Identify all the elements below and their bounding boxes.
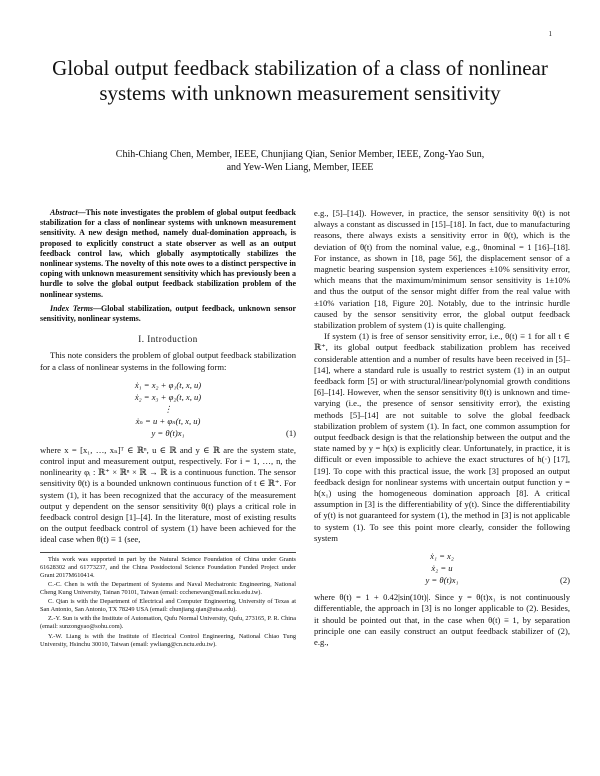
- index-terms: [40, 304, 296, 324]
- footnote: This work was supported in part by the Natural Science Foundation of China under Grants 61628302 and 61773237, and the China Postdoctoral Science Foundation Funded Project under Grant 2017M610414.: [40, 555, 296, 579]
- author-list: [90, 148, 510, 174]
- equation-2: [314, 550, 570, 586]
- left-column: [40, 208, 296, 650]
- eq2-line: y = θ(t)x₁: [425, 575, 459, 586]
- equation-number: (2): [559, 575, 570, 586]
- abstract: [40, 208, 296, 300]
- section-heading: I. Introduction: [138, 334, 198, 345]
- footnote: Z.-Y. Sun is with the Institute of Automation, Qufu Normal University, Qufu, 273165, P. R. China (email: sunzongyao@sohu.com).: [40, 615, 296, 631]
- eq1-line: ẋ₂ = x₃ + φ₂(t, x, u): [134, 391, 202, 402]
- body-paragraph-1: e.g., [5]–[14]). However, in practice, the sensor sensitivity θ(t) is not always a constant as discussed in [15]–[18]. In fact, due to manufacturing reasons, there always exists a sensitivity error in θ(t), which is the deviation of θ(t) from the nominal value, e.g., θnominal = 1 [16]–[18]. For instance, as shown in [18, page 56], the displacement sensor of a magnetic bearing suspension system experiences ±10% sensitivity error, which means that the maximum/minimum sensor sensitivity is 1±10% and thus the output of the sensor might differ from the real value with ±10% variation [18, Figure 20]. Notably, due to the intrinsic hurdle caused by the sensor sensitivity error, the global output feedback stabilization problem of system (1) is quite challenging.: [314, 208, 570, 331]
- equation-1: [40, 379, 296, 439]
- equation-number: (1): [285, 427, 296, 438]
- body-paragraph-3: where θ(t) = 1 + 0.42|sin(10t)|. Since y = θ(t)x₁ is not continuously differentiable, the approach in [3] is no longer applicable to (2). Besides, it should be pointed out that, in the case when θ(t) ≡ 1, by separation principle one can easily construct an output feedback stabilizer of (2), e.g.,: [314, 592, 570, 647]
- eq2-line: ẋ₁ = x₂: [430, 551, 454, 562]
- authors-line-2: and Yew-Wen Liang, Member, IEEE: [226, 162, 374, 173]
- footnote: C.-C. Chen is with the Department of Systems and Naval Mechatronic Engineering, National Cheng Kung University, Tainan 70101, Taiwan (email: ccchenevan@mail.ncku.edu.tw).: [40, 580, 296, 597]
- paper-title: Global output feedback stabilization of a class of nonlinear systems with unknown measurement sensitivity: [52, 56, 548, 105]
- intro-paragraph-1: This note considers the problem of global output feedback stabilization for a class of nonlinear systems in the following form:: [40, 350, 296, 372]
- eq1-line: ẋₙ = u + φₙ(t, x, u): [135, 415, 201, 426]
- index-terms-text: —Global stabilization, output feedback, unknown sensor sensitivity, nonlinear systems.: [40, 303, 296, 324]
- body-paragraph-2: If system (1) is free of sensor sensitivity error, i.e., θ(t) ≡ 1 for all t ∈ ℝ⁺, its global output feedback stabilization problem has received considerable attention and a number of results have been received in [5]–[14], where a standard rule is usually to restrict system (1) in an output feedback form [5] or with structural/linear/polynomial growth conditions [6]–[14]. However, when the sensor sensitivity θ(t) is unknown and time-varying (i.e., the presence of sensor sensitivity error), the existing methods [5]–[14] are not suitable to solve the global feedback stabilization problem of system (1). In fact, one common assumption for output feedback design is that the relationship between the output and the state named by y = h(x) is explicitly clear. Unfortunately, in practice, it is difficult or even impossible to achieve the exact structures of h(·) [17], [19]. To cope with this practical issue, the work [3] proposed an output feedback design for nonlinear systems with uncertain output function y = h(x₁) using the homogeneous domination approach [8]. A critical assumption in [3] is the differentiability of y(t). Since the differentiability of y(t) is not guaranteed for system (1), the method in [3] is not applicable to system (1). To see this point more clearly, consider the following system: [314, 331, 570, 543]
- footnote: Y.-W. Liang is with the Institute of Electrical Control Engineering, National Chiao Tung University, Hsinchu 30010, Taiwan (email: ywliang@cn.nctu.edu.tw).: [40, 632, 296, 648]
- intro-paragraph-2: where x = [x₁, …, xₙ]ᵀ ∈ ℝⁿ, u ∈ ℝ and y ∈ ℝ are the system state, control input and measurement output, respectively. For i = 1, …, n, the nonlinearity φᵢ : ℝ⁺ × ℝⁿ × ℝ → ℝ is a continuous function. The sensor sensitivity θ(t) is a bounded unknown continuous function of t ∈ ℝ⁺. For system (1), it has been recognized that the accuracy of the measurement output y dependent on the sensor sensitivity θ(t) plays a critical role in feedback control design [1]–[4]. In the literature, most of existing results on the output feedback control of system (1) have been achieved for the ideal case when θ(t) ≡ 1 (see,: [40, 444, 296, 545]
- right-column: [314, 208, 570, 648]
- footnotes: [40, 552, 296, 649]
- eq1-line: ⋮: [163, 403, 173, 414]
- page-number: 1: [548, 30, 552, 38]
- eq1-line: ẋ₁ = x₂ + φ₁(t, x, u): [134, 379, 202, 390]
- abstract-text: —This note investigates the problem of global output feedback stabilization for a class of nonlinear systems with unknown measurement sensitivity. A new design method, namely dual-domination approach, is proposed to explicitly construct a state observer as well as an output feedback control law, which globally asymptotically stabilizes the nonlinear systems. The novelty of this note owes to a distinct perspective in coping with unknown measurement sensitivity which has previously been a hurdle to solve the global output feedback stabilization problem of the nonlinear systems.: [40, 208, 296, 299]
- footnote: C. Qian is with the Department of Electrical and Computer Engineering, University of Texas at San Antonio, San Antonio, TX 78249 USA (email: chunjiang.qian@utsa.edu).: [40, 598, 296, 614]
- eq2-line: ẋ₂ = u: [431, 563, 453, 574]
- index-terms-label: Index Terms: [50, 303, 94, 313]
- eq1-line: y = θ(t)x₁: [151, 427, 185, 438]
- authors-line-1: Chih-Chiang Chen, Member, IEEE, Chunjiang Qian, Senior Member, IEEE, Zong-Yao Sun,: [115, 149, 485, 160]
- abstract-label: Abstract: [50, 208, 78, 217]
